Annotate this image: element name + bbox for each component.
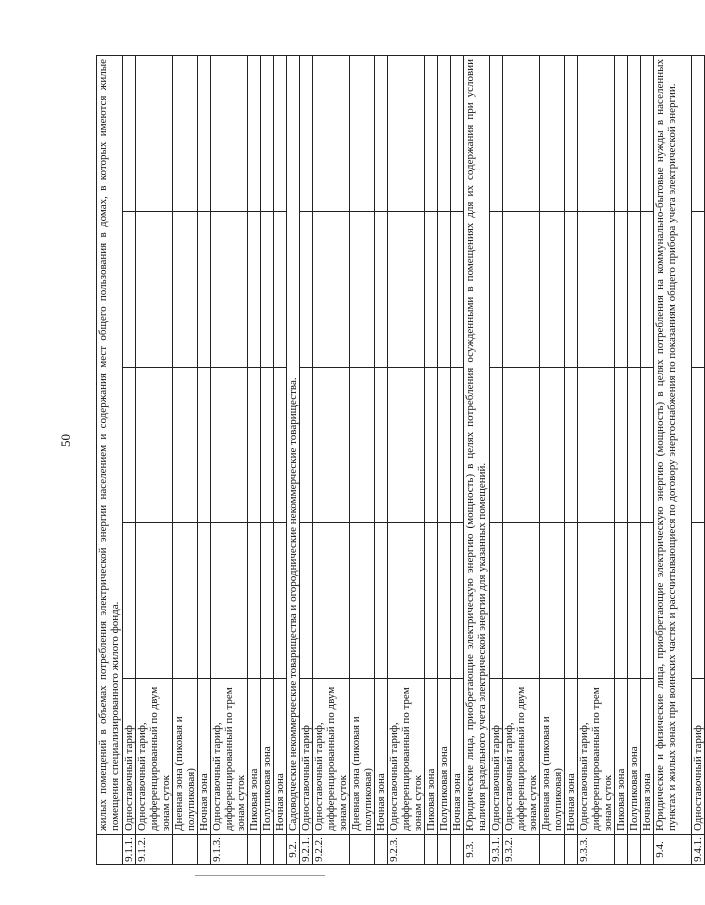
row-description: Дневная зона (пиковая и полупиковая)	[540, 679, 565, 835]
row-number: 9.3.	[464, 835, 490, 865]
table-row	[438, 56, 451, 865]
value-cell	[261, 211, 274, 367]
value-cell	[136, 56, 173, 212]
value-cell	[313, 56, 350, 212]
row-number	[350, 835, 375, 865]
value-cell	[261, 367, 274, 523]
value-cell	[425, 56, 438, 212]
value-cell	[641, 523, 654, 679]
row-number: 9.1.2.	[136, 835, 173, 865]
row-number: 9.3.1.	[490, 835, 503, 865]
value-cell	[388, 367, 425, 523]
table-row	[628, 56, 641, 865]
row-number	[425, 835, 438, 865]
row-description: Одноставочный тариф	[123, 679, 136, 835]
value-cell	[198, 211, 211, 367]
row-description: Одноставочный тариф, дифференцированный по трем зонам суток	[578, 679, 615, 835]
row-number	[198, 835, 211, 865]
value-cell	[565, 56, 578, 212]
row-number	[173, 835, 198, 865]
row-description: Юридические и физические лица, приобретающие электрическую энергию (мощность) в целях потребления на коммунально-бытовые нужды в населенных пунктах и жилых зонах при воинских частях и рассчитывающиеся по договору энергоснабжения по показаниям общего прибора учета электрической энергии.	[654, 56, 692, 835]
row-description: Одноставочный тариф	[490, 679, 503, 835]
value-cell	[578, 523, 615, 679]
value-cell	[211, 56, 248, 212]
value-cell	[123, 523, 136, 679]
value-cell	[692, 367, 705, 523]
row-description: Ночная зона	[198, 679, 211, 835]
table-row	[565, 56, 578, 865]
table-row	[490, 56, 503, 865]
value-cell	[503, 523, 540, 679]
row-description: Ночная зона	[641, 679, 654, 835]
row-number: 9.2.1.	[300, 835, 313, 865]
value-cell	[628, 211, 641, 367]
value-cell	[615, 523, 628, 679]
value-cell	[641, 211, 654, 367]
table-row	[692, 56, 705, 865]
value-cell	[248, 211, 261, 367]
row-description: Ночная зона	[565, 679, 578, 835]
value-cell	[438, 523, 451, 679]
value-cell	[503, 367, 540, 523]
row-description: Одноставочный тариф, дифференцированный по двум зонам суток	[313, 679, 350, 835]
value-cell	[173, 367, 198, 523]
value-cell	[451, 367, 464, 523]
value-cell	[248, 56, 261, 212]
value-cell	[375, 56, 388, 212]
value-cell	[211, 211, 248, 367]
row-description: Одноставочный тариф, дифференцированный по двум зонам суток	[136, 679, 173, 835]
value-cell	[490, 367, 503, 523]
value-cell	[136, 211, 173, 367]
value-cell	[615, 367, 628, 523]
value-cell	[313, 523, 350, 679]
value-cell	[350, 367, 375, 523]
value-cell	[692, 56, 705, 212]
row-number: 9.3.2.	[503, 835, 540, 865]
value-cell	[565, 523, 578, 679]
value-cell	[503, 56, 540, 212]
value-cell	[173, 523, 198, 679]
value-cell	[490, 56, 503, 212]
table-row	[388, 56, 425, 865]
value-cell	[540, 523, 565, 679]
value-cell	[438, 367, 451, 523]
value-cell	[540, 56, 565, 212]
table-row	[578, 56, 615, 865]
value-cell	[274, 523, 287, 679]
value-cell	[692, 523, 705, 679]
row-description: Полупиковая зона	[438, 679, 451, 835]
tariff-table-body	[97, 56, 705, 865]
value-cell	[300, 211, 313, 367]
value-cell	[375, 211, 388, 367]
table-row	[173, 56, 198, 865]
row-description: Садоводческие некоммерческие товарищества и огороднические некоммерческие товарищества.	[287, 56, 300, 835]
value-cell	[300, 523, 313, 679]
row-number	[628, 835, 641, 865]
row-description: Ночная зона	[375, 679, 388, 835]
table-row	[123, 56, 136, 865]
row-description: Полупиковая зона	[628, 679, 641, 835]
value-cell	[425, 211, 438, 367]
table-row	[503, 56, 540, 865]
value-cell	[425, 367, 438, 523]
value-cell	[274, 211, 287, 367]
value-cell	[425, 523, 438, 679]
row-number: 9.1.3.	[211, 835, 248, 865]
value-cell	[300, 367, 313, 523]
value-cell	[136, 367, 173, 523]
value-cell	[388, 211, 425, 367]
table-row	[248, 56, 261, 865]
row-number	[615, 835, 628, 865]
value-cell	[490, 211, 503, 367]
table-row	[274, 56, 287, 865]
value-cell	[388, 523, 425, 679]
row-number	[375, 835, 388, 865]
row-number	[451, 835, 464, 865]
table-row	[300, 56, 313, 865]
value-cell	[350, 211, 375, 367]
table-row	[540, 56, 565, 865]
value-cell	[375, 523, 388, 679]
value-cell	[451, 211, 464, 367]
value-cell	[438, 56, 451, 212]
row-description: Одноставочный тариф	[692, 679, 705, 835]
table-row	[615, 56, 628, 865]
value-cell	[692, 211, 705, 367]
value-cell	[578, 211, 615, 367]
table-row	[198, 56, 211, 865]
value-cell	[350, 56, 375, 212]
value-cell	[300, 56, 313, 212]
table-row	[211, 56, 248, 865]
table-row	[425, 56, 438, 865]
value-cell	[248, 523, 261, 679]
value-cell	[123, 56, 136, 212]
table-row	[97, 56, 123, 865]
table-row	[464, 56, 490, 865]
row-description: жилых помещений в объемах потребления электрической энергии населением и содержания мест общего пользования в домах, в которых имеются жилые помещения специализированного жилого фонда.	[97, 56, 123, 835]
row-number	[274, 835, 287, 865]
table-row	[287, 56, 300, 865]
row-description: Одноставочный тариф, дифференцированный по трем зонам суток	[388, 679, 425, 835]
scan-artifact-line	[195, 875, 325, 876]
table-row	[375, 56, 388, 865]
value-cell	[248, 367, 261, 523]
row-number	[540, 835, 565, 865]
value-cell	[451, 56, 464, 212]
row-number: 9.2.3.	[388, 835, 425, 865]
value-cell	[540, 211, 565, 367]
row-description: Одноставочный тариф	[300, 679, 313, 835]
page-number: 50	[58, 434, 73, 447]
value-cell	[540, 367, 565, 523]
row-number	[438, 835, 451, 865]
value-cell	[628, 523, 641, 679]
row-number: 9.2.2.	[313, 835, 350, 865]
value-cell	[350, 523, 375, 679]
value-cell	[578, 56, 615, 212]
value-cell	[628, 56, 641, 212]
value-cell	[211, 523, 248, 679]
value-cell	[136, 523, 173, 679]
row-number	[248, 835, 261, 865]
value-cell	[211, 367, 248, 523]
row-description: Дневная зона (пиковая и полупиковая)	[350, 679, 375, 835]
value-cell	[615, 211, 628, 367]
table-row	[350, 56, 375, 865]
row-description: Пиковая зона	[248, 679, 261, 835]
table-row	[451, 56, 464, 865]
row-description: Одноставочный тариф, дифференцированный по двум зонам суток	[503, 679, 540, 835]
row-description: Пиковая зона	[425, 679, 438, 835]
value-cell	[173, 56, 198, 212]
value-cell	[198, 523, 211, 679]
row-number	[641, 835, 654, 865]
row-number: 9.4.1.	[692, 835, 705, 865]
row-description: Полупиковая зона	[261, 679, 274, 835]
value-cell	[123, 367, 136, 523]
value-cell	[503, 211, 540, 367]
table-row	[641, 56, 654, 865]
value-cell	[628, 367, 641, 523]
row-description: Пиковая зона	[615, 679, 628, 835]
value-cell	[173, 211, 198, 367]
value-cell	[388, 56, 425, 212]
row-description: Юридические лица, приобретающие электрическую энергию (мощность) в целях потребления осужденными в помещениях для их содержания при условии наличия раздельного учета электрической энергии для указанных помещений.	[464, 56, 490, 835]
row-description: Дневная зона (пиковая и полупиковая)	[173, 679, 198, 835]
value-cell	[123, 211, 136, 367]
value-cell	[641, 367, 654, 523]
value-cell	[451, 523, 464, 679]
table-row	[136, 56, 173, 865]
value-cell	[565, 211, 578, 367]
row-number	[97, 835, 123, 865]
value-cell	[274, 367, 287, 523]
value-cell	[313, 211, 350, 367]
value-cell	[375, 367, 388, 523]
row-number	[261, 835, 274, 865]
value-cell	[261, 56, 274, 212]
value-cell	[313, 367, 350, 523]
row-description: Ночная зона	[451, 679, 464, 835]
value-cell	[615, 56, 628, 212]
row-number: 9.3.3.	[578, 835, 615, 865]
tariff-table	[96, 55, 705, 865]
row-description: Ночная зона	[274, 679, 287, 835]
value-cell	[578, 367, 615, 523]
row-number	[565, 835, 578, 865]
value-cell	[490, 523, 503, 679]
table-row	[313, 56, 350, 865]
row-number: 9.1.1.	[123, 835, 136, 865]
row-description: Одноставочный тариф, дифференцированный по трем зонам суток	[211, 679, 248, 835]
value-cell	[198, 367, 211, 523]
row-number: 9.4.	[654, 835, 692, 865]
value-cell	[641, 56, 654, 212]
table-row	[654, 56, 692, 865]
row-number: 9.2.	[287, 835, 300, 865]
value-cell	[274, 56, 287, 212]
value-cell	[565, 367, 578, 523]
value-cell	[438, 211, 451, 367]
value-cell	[261, 523, 274, 679]
value-cell	[198, 56, 211, 212]
rotated-tariff-table	[96, 55, 704, 865]
table-row	[261, 56, 274, 865]
